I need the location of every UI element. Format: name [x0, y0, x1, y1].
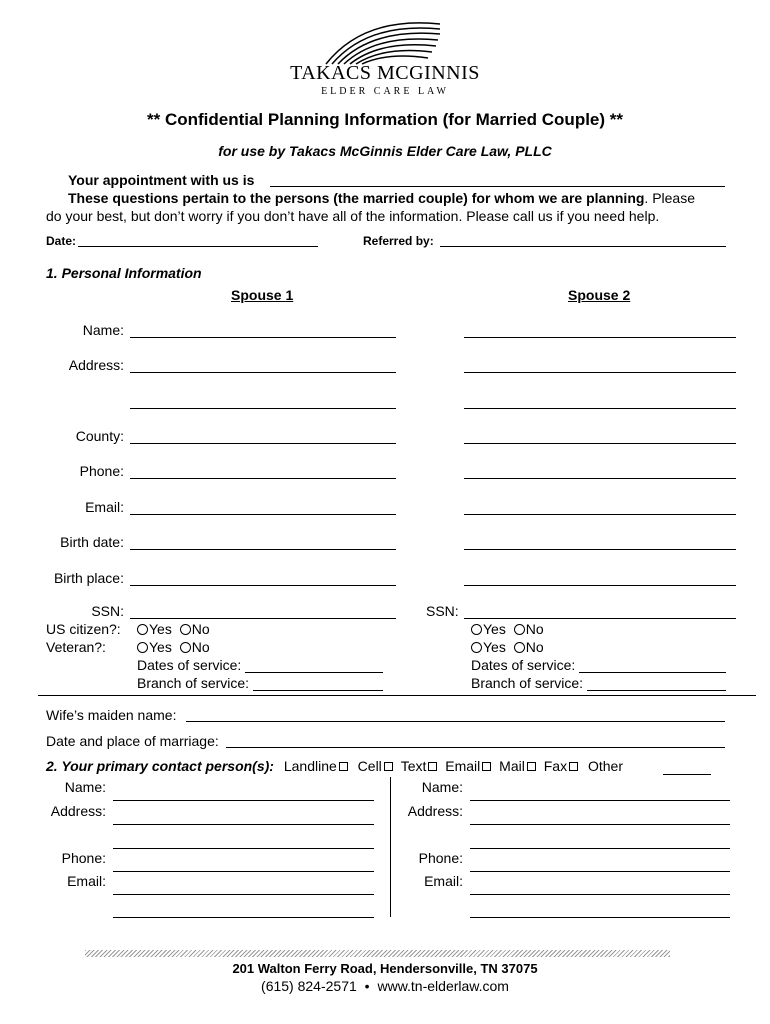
name-label: Name:	[82, 322, 124, 338]
county-label: County:	[75, 428, 124, 444]
spouse2-address2-field[interactable]	[464, 408, 736, 409]
footer-phone: (615) 824-2571	[261, 978, 357, 994]
date-label: Date:	[46, 234, 77, 248]
email-label: Email:	[85, 499, 124, 515]
contact1-email-field[interactable]	[113, 894, 374, 895]
referred-by-field[interactable]	[440, 246, 726, 247]
radio-circle-icon	[137, 624, 148, 635]
contact-method-mail[interactable]: Mail	[499, 758, 536, 774]
radio-circle-icon	[514, 624, 525, 635]
spouse2-dates-of-service-label: Dates of service:	[471, 657, 576, 673]
radio-circle-icon	[514, 642, 525, 653]
wife-maiden-name-field[interactable]	[186, 721, 725, 722]
footer-divider	[85, 950, 670, 957]
checkbox-icon	[569, 762, 578, 771]
brand-subtitle: ELDER CARE LAW	[321, 86, 449, 97]
contact1-address-field[interactable]	[113, 824, 374, 825]
checkbox-icon	[384, 762, 393, 771]
intro-paragraph-line1	[68, 190, 695, 206]
spouse2-citizen-no-radio[interactable]: No	[514, 621, 544, 637]
spouse2-citizen-options	[471, 621, 544, 637]
spouse1-citizen-yes-radio[interactable]: Yes	[137, 621, 172, 637]
appointment-label: Your appointment with us is	[68, 172, 255, 188]
page-subtitle: for use by Takacs McGinnis Elder Care Law, PLLC	[218, 143, 552, 159]
spouse1-address2-field[interactable]	[130, 408, 396, 409]
contact2-address-field[interactable]	[470, 824, 730, 825]
checkbox-icon	[339, 762, 348, 771]
contact1-phone-field[interactable]	[113, 871, 374, 872]
spouse1-veteran-no-radio[interactable]: No	[180, 639, 210, 655]
veteran-label: Veteran?:	[46, 639, 106, 655]
spouse1-name-field[interactable]	[130, 337, 396, 338]
spouse2-name-field[interactable]	[464, 337, 736, 338]
contact1-address2-field[interactable]	[113, 848, 374, 849]
spouse2-veteran-no-radio[interactable]: No	[514, 639, 544, 655]
footer-bullet: •	[364, 978, 370, 994]
spouse1-citizen-options	[137, 621, 210, 637]
contact2-name-label: Name:	[421, 779, 463, 795]
footer-website-link[interactable]: www.tn-elderlaw.com	[377, 978, 509, 994]
marriage-field[interactable]	[226, 747, 725, 748]
checkbox-icon	[482, 762, 491, 771]
spouse1-address-field[interactable]	[130, 372, 396, 373]
contact2-extra-field[interactable]	[470, 917, 730, 918]
contact2-address-label: Address:	[407, 803, 463, 819]
radio-circle-icon	[471, 624, 482, 635]
birth-place-label: Birth place:	[53, 570, 124, 586]
spouse1-phone-field[interactable]	[130, 478, 396, 479]
section-divider	[38, 695, 756, 696]
date-field[interactable]	[78, 246, 318, 247]
spouse2-veteran-options	[471, 639, 544, 655]
spouse2-birth-place-field[interactable]	[464, 585, 736, 586]
spouse1-ssn-field[interactable]	[130, 618, 396, 619]
radio-circle-icon	[471, 642, 482, 653]
spouse1-dates-of-service-field[interactable]	[245, 672, 383, 673]
contact2-email-field[interactable]	[470, 894, 730, 895]
section2-heading: 2. Your primary contact person(s):	[46, 758, 274, 774]
spouse1-birth-place-field[interactable]	[130, 585, 396, 586]
contact1-phone-label: Phone:	[61, 850, 106, 866]
spouse2-ssn-field[interactable]	[464, 618, 736, 619]
contact-method-landline[interactable]: Landline	[284, 758, 348, 774]
spouse2-branch-of-service-label: Branch of service:	[471, 675, 584, 691]
us-citizen-label: US citizen?:	[46, 621, 121, 637]
spouse2-branch-of-service-field[interactable]	[587, 690, 726, 691]
checkbox-icon	[527, 762, 536, 771]
contact2-phone-field[interactable]	[470, 871, 730, 872]
contact2-email-label: Email:	[424, 873, 463, 889]
page-title: ** Confidential Planning Information (for Married Couple) **	[146, 110, 623, 129]
spouse2-county-field[interactable]	[464, 443, 736, 444]
spouse1-ssn-label: SSN:	[91, 603, 124, 619]
section1-heading: 1. Personal Information	[46, 265, 202, 281]
spouse2-veteran-yes-radio[interactable]: Yes	[471, 639, 506, 655]
birth-date-label: Birth date:	[60, 534, 124, 550]
spouse2-phone-field[interactable]	[464, 478, 736, 479]
contact1-email-label: Email:	[67, 873, 106, 889]
footer-address: 201 Walton Ferry Road, Hendersonville, TN 37075	[232, 961, 538, 976]
spouse1-veteran-yes-radio[interactable]: Yes	[137, 639, 172, 655]
spouse1-branch-of-service-field[interactable]	[253, 690, 383, 691]
logo-swoosh-icon	[318, 16, 448, 66]
contact-method-text[interactable]: Text	[401, 758, 438, 774]
intro-paragraph-line2: do your best, but don’t worry if you don’t have all of the information. Please call us if you need help.	[46, 208, 660, 224]
wife-maiden-name-label: Wife’s maiden name:	[46, 707, 177, 723]
brand-name: TAKACS MCGINNIS	[290, 62, 480, 84]
spouse2-dates-of-service-field[interactable]	[579, 672, 726, 673]
spouse2-citizen-yes-radio[interactable]: Yes	[471, 621, 506, 637]
contact1-name-label: Name:	[64, 779, 106, 795]
spouse2-address-field[interactable]	[464, 372, 736, 373]
spouse2-heading: Spouse 2	[568, 287, 631, 303]
intro-please: . Please	[644, 190, 696, 206]
contact-method-email[interactable]: Email	[445, 758, 491, 774]
spouse1-veteran-options	[137, 639, 210, 655]
contact-method-other: Other	[587, 758, 623, 774]
appointment-field[interactable]	[270, 186, 725, 187]
spouse1-dates-of-service-label: Dates of service:	[137, 657, 242, 673]
contact1-address-label: Address:	[50, 803, 106, 819]
radio-circle-icon	[180, 642, 191, 653]
marriage-label: Date and place of marriage:	[46, 733, 219, 749]
contact2-phone-label: Phone:	[418, 850, 463, 866]
referred-by-label: Referred by:	[363, 234, 434, 248]
contact1-name-field[interactable]	[113, 800, 374, 801]
spouse2-email-field[interactable]	[464, 514, 736, 515]
address-label: Address:	[68, 357, 124, 373]
spouse2-ssn-label: SSN:	[426, 603, 459, 619]
spouse1-birth-date-field[interactable]	[130, 549, 396, 550]
radio-circle-icon	[137, 642, 148, 653]
radio-circle-icon	[180, 624, 191, 635]
intro-bold-text: These questions pertain to the persons (the married couple) for whom we are planning	[68, 190, 645, 206]
spouse1-email-field[interactable]	[130, 514, 396, 515]
spouse1-branch-of-service-label: Branch of service:	[137, 675, 250, 691]
contact2-name-field[interactable]	[470, 800, 730, 801]
spouse1-county-field[interactable]	[130, 443, 396, 444]
column-divider	[390, 777, 391, 917]
section2-header-row	[46, 758, 623, 774]
footer-contact-line	[0, 978, 770, 994]
contact-method-other-field[interactable]	[663, 774, 711, 775]
checkbox-icon	[428, 762, 437, 771]
spouse1-citizen-no-radio[interactable]: No	[180, 621, 210, 637]
spouse2-birth-date-field[interactable]	[464, 549, 736, 550]
spouse1-heading: Spouse 1	[231, 287, 294, 303]
contact-method-cell[interactable]: Cell	[358, 758, 393, 774]
contact1-extra-field[interactable]	[113, 917, 374, 918]
contact-method-fax[interactable]: Fax	[544, 758, 578, 774]
phone-label: Phone:	[79, 463, 124, 479]
contact2-address2-field[interactable]	[470, 848, 730, 849]
